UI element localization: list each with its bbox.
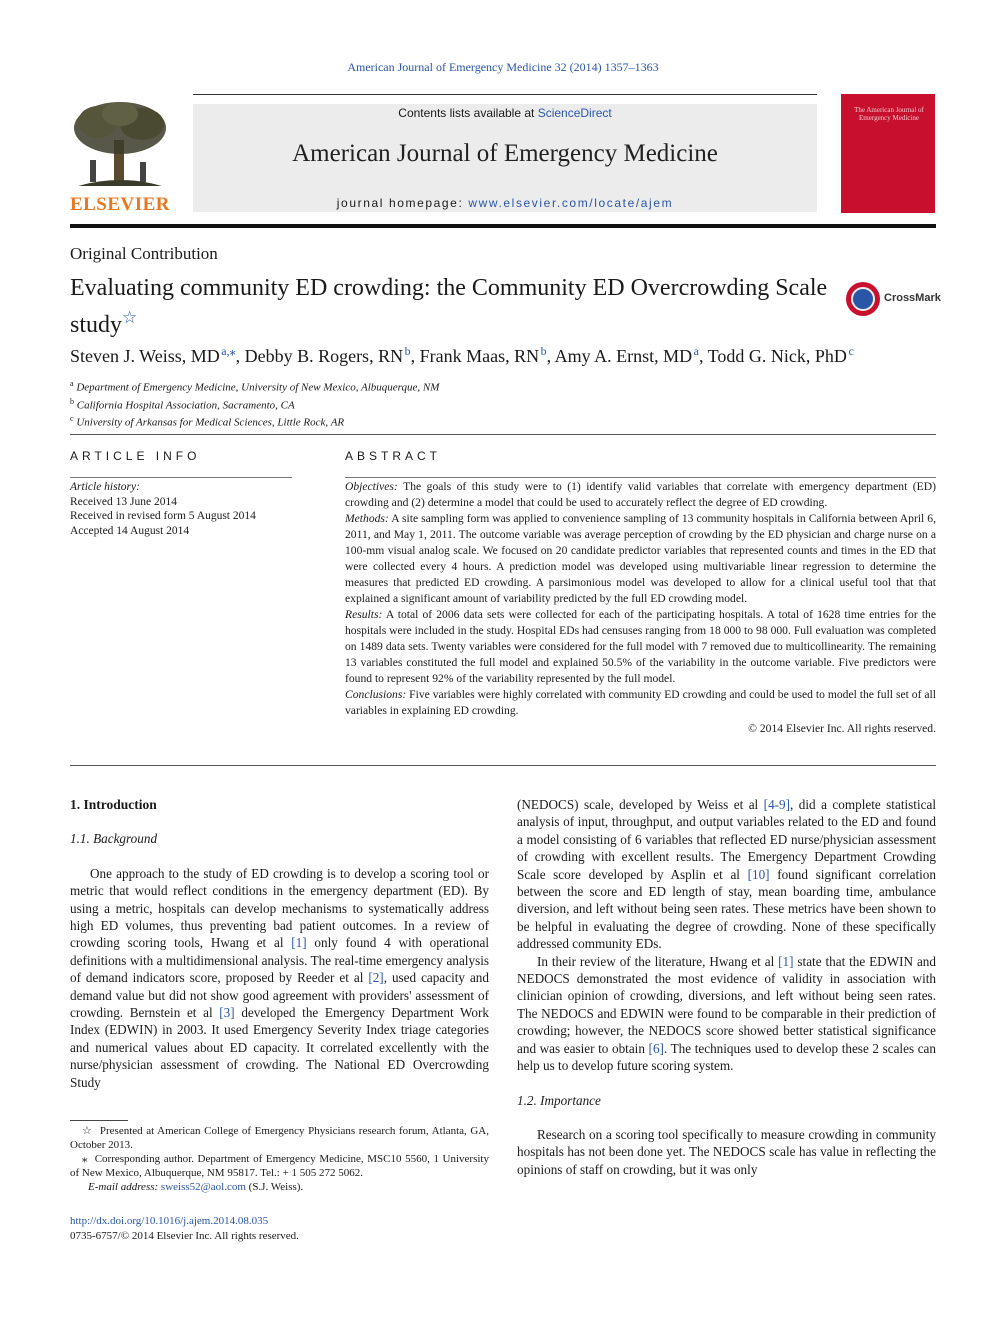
- abstract-results: Results: A total of 2006 data sets were collected for each of the participating hospitals. A total of 1628 time entries for the hospitals were included in the study. Hospital EDs had censuses ranging from 18 000 to 98 000. Full evaluation was completed on 1489 data sets. Twenty variables were considered for the full model with 7 removed due to multicollinearity. The remaining 13 variables constituted the full model and explained 50.5% of the variability in the outcome variable. Five predictors were found to represent 92% of the variability represented by the full model.: [345, 608, 936, 685]
- contents-available-line: Contents lists available at ScienceDirect: [398, 106, 612, 120]
- reference-link[interactable]: [2]: [368, 970, 384, 986]
- reference-link[interactable]: [4-9]: [763, 797, 791, 812]
- body-column-right: [517, 796, 936, 1178]
- abstract-end-rule: [70, 765, 936, 766]
- received-date: Received 13 June 2014: [70, 495, 177, 508]
- email-link[interactable]: sweiss52@aol.com: [160, 1181, 246, 1193]
- reference-link[interactable]: [3]: [219, 1005, 235, 1021]
- elsevier-wordmark: ELSEVIER: [69, 194, 171, 215]
- masthead-top-rule: [193, 94, 817, 95]
- title-footnote-mark[interactable]: ☆: [122, 308, 138, 327]
- issn-copyright: 0735-6757/© 2014 Elsevier Inc. All rights reserved.: [70, 1229, 299, 1242]
- reference-link[interactable]: [6]: [648, 1040, 664, 1056]
- abstract-body: [345, 479, 936, 737]
- body-paragraph: Research on a scoring tool specifically to measure crowding in community hospitals has not been done yet. The NEDOCS scale has value in reflecting the opinions of staff on crowding, but it was only: [517, 1126, 936, 1177]
- abstract-heading: ABSTRACT: [345, 449, 442, 463]
- affiliation-item: $^c$ University of Arkansas for Medical Sciences, Little Rock, AR: [70, 414, 345, 429]
- author-affil-mark[interactable]: b: [540, 344, 547, 358]
- body-paragraph-continued: (NEDOCS) scale, developed by Weiss et al [4-9], did a complete statistical analysis of input, throughput, and output variables related to the ED and found a model consisting of 6 variables that reflected ED nurse/physician assessment of crowding with excellent results. The Emergency Department Crowding Scale score developed by Asplin et al [10] found significant correlation between the score and ED length of stay, mean boarding time, ambulance diversion, and left without being seen rates. These metrics have been shown to be helpful in evaluating the degree of crowding. None of these specifically addressed community EDs.: [517, 797, 936, 952]
- footnote-email: E-mail address: sweiss52@aol.com (S.J. Weiss).: [88, 1181, 304, 1193]
- affiliation-list: [70, 377, 439, 430]
- paragraph-continued-text: developed the Emergency Department Work Index (EDWIN) in 2003. It used Emergency Severity Index triage categories and numerical values about ED capacity. It correlated excellently with the nurse/physician assessment of crowding. The National ED Overcrowding Study: [70, 1005, 489, 1090]
- history-label: Article history:: [70, 481, 140, 493]
- author-affil-mark[interactable]: c: [848, 344, 854, 358]
- affiliations-rule: [70, 434, 936, 435]
- body-paragraph: In their review of the literature, Hwang et al [1] state that the EDWIN and NEDOCS demonstrated the most evidence of validity in association with clinician opinion of crowding, diversions, and left without being seen rates. The NEDOCS and EDWIN were found to be comparable in their prediction of crowding; however, the NEDOCS score showed better statistical significance and was easier to obtain [6]. The techniques used to develop these 2 scales can help us to develop future scoring system.: [517, 953, 936, 1074]
- reference-link[interactable]: [1]: [291, 935, 307, 951]
- article-title: Evaluating community ED crowding: the Community ED Overcrowding Scale study☆: [70, 275, 828, 338]
- article-info-heading: ARTICLE INFO: [70, 449, 201, 463]
- accepted-date: Accepted 14 August 2014: [70, 524, 190, 537]
- section-heading-introduction: 1. Introduction: [70, 797, 157, 812]
- journal-cover-thumbnail[interactable]: [841, 94, 935, 213]
- journal-masthead: [193, 104, 817, 212]
- abstract-rule: [345, 477, 936, 478]
- article-history: [70, 480, 256, 538]
- author-list: Steven J. Weiss, MD $^{a,⁎}$, Debby B. Rogers, RN $^b$, Frank Maas, RN $^b$, Amy A. Ernst, MD $^a$, Todd G. Nick, PhD $^c$: [70, 344, 854, 366]
- crossmark-badge[interactable]: [846, 282, 946, 316]
- body-column-left: [70, 796, 489, 1091]
- revised-date: Received in revised form 5 August 2014: [70, 510, 256, 522]
- subsection-heading-importance: 1.2. Importance: [517, 1092, 601, 1108]
- author-name[interactable]: Steven J. Weiss, MD: [70, 346, 220, 366]
- journal-citation[interactable]: American Journal of Emergency Medicine 32 (2014) 1357–1363: [347, 60, 659, 74]
- author-affil-mark[interactable]: b: [404, 344, 411, 358]
- abstract-copyright: © 2014 Elsevier Inc. All rights reserved.: [748, 722, 936, 735]
- affiliation-item: $^a$ Department of Emergency Medicine, University of New Mexico, Albuquerque, NM: [70, 379, 440, 394]
- abstract-objectives: Objectives: The goals of this study were to (1) identify valid variables that correlate with emergency department (ED) crowding and (2) determine a model that could be used to accurately reflect the degree of ED crowding.: [345, 480, 936, 509]
- journal-homepage-line: journal homepage: www.elsevier.com/locate/ajem: [336, 196, 674, 210]
- body-paragraph: One approach to the study of ED crowding is to develop a scoring tool or metric that would reflect conditions in the emergency department (ED). By using a metric, hospitals can develop mechanisms to systematically address high ED volumes, thus preventing bad patient outcomes. In a review of crowding scoring tools, Hwang et al [1] only found 4 with operational definitions with a multidimensional analysis. The real-time emergency analysis of demand indicators score, proposed by Reeder et al [2], used capacity and demand value but did not show good agreement with providers' assessment of crowding. Bernstein et al [3] developed the Emergency Department Work Index (EDWIN) in 2003. It used Emergency Severity Index triage categories and numerical values about ED capacity. It correlated excellently with the nurse/physician assessment of crowding. The National ED Overcrowding Study: [70, 865, 489, 1090]
- footnote-rule: [70, 1120, 128, 1121]
- author-name[interactable]: Debby B. Rogers, RN: [244, 346, 404, 366]
- article-info-rule: [70, 477, 292, 478]
- reference-link[interactable]: [1]: [778, 953, 794, 969]
- footnotes: [70, 1124, 489, 1194]
- footnote-presented: ☆ Presented at American College of Emergency Physicians research forum, Atlanta, GA, October 2013.: [70, 1125, 489, 1151]
- elsevier-tree-icon: [68, 100, 172, 192]
- author-name[interactable]: Frank Maas, RN: [419, 346, 540, 366]
- journal-homepage-link[interactable]: www.elsevier.com/locate/ajem: [468, 196, 674, 210]
- abstract-methods: Methods: A site sampling form was applied to convenience sampling of 13 community hospitals in California between April 6, 2011, and May 1, 2011. The outcome variable was average perception of crowding by the ED physician and charge nurse on a 100-mm visual analog scale. We focused on 20 candidate predictor variables that represented counts and times in the ED that were collected every 4 hours. A prediction model was developed using multivariable linear regression to determine the measures that predicted ED crowding. A parsimonious model was developed to allow for a clinical useful tool that that explained a significant amount of variability predicted by the full ED crowding model.: [345, 512, 936, 605]
- footnote-corresponding: ⁎ Corresponding author. Department of Emergency Medicine, MSC10 5560, 1 University of New Mexico, Albuquerque, NM 95817. Tel.: + 1 505 272 5062.: [70, 1153, 489, 1179]
- journal-title: American Journal of Emergency Medicine: [292, 140, 718, 167]
- cover-title: The American Journal of Emergency Medicine: [854, 106, 924, 122]
- article-section-type: Original Contribution: [70, 244, 218, 263]
- abstract-conclusions: Conclusions: Five variables were highly correlated with community ED crowding and could be used to model the full set of all variables in explaining ED crowding.: [345, 688, 936, 717]
- affiliation-item: $^b$ California Hospital Association, Sacramento, CA: [70, 396, 295, 412]
- article-footer: [70, 1214, 299, 1243]
- sciencedirect-link[interactable]: ScienceDirect: [537, 106, 612, 120]
- crossmark-label: CrossMark: [884, 292, 941, 304]
- reference-link[interactable]: [10]: [747, 866, 770, 882]
- author-name[interactable]: Amy A. Ernst, MD: [554, 346, 693, 366]
- subsection-heading-background: 1.1. Background: [70, 831, 158, 847]
- author-name[interactable]: Todd G. Nick, PhD: [707, 346, 847, 366]
- author-affil-mark[interactable]: a,⁎: [221, 344, 236, 358]
- author-affil-mark[interactable]: a: [693, 344, 699, 358]
- crossmark-icon: [846, 282, 880, 316]
- elsevier-logo: [68, 100, 172, 218]
- doi-link[interactable]: http://dx.doi.org/10.1016/j.ajem.2014.08.035: [70, 1215, 269, 1227]
- header-rule: [70, 224, 936, 228]
